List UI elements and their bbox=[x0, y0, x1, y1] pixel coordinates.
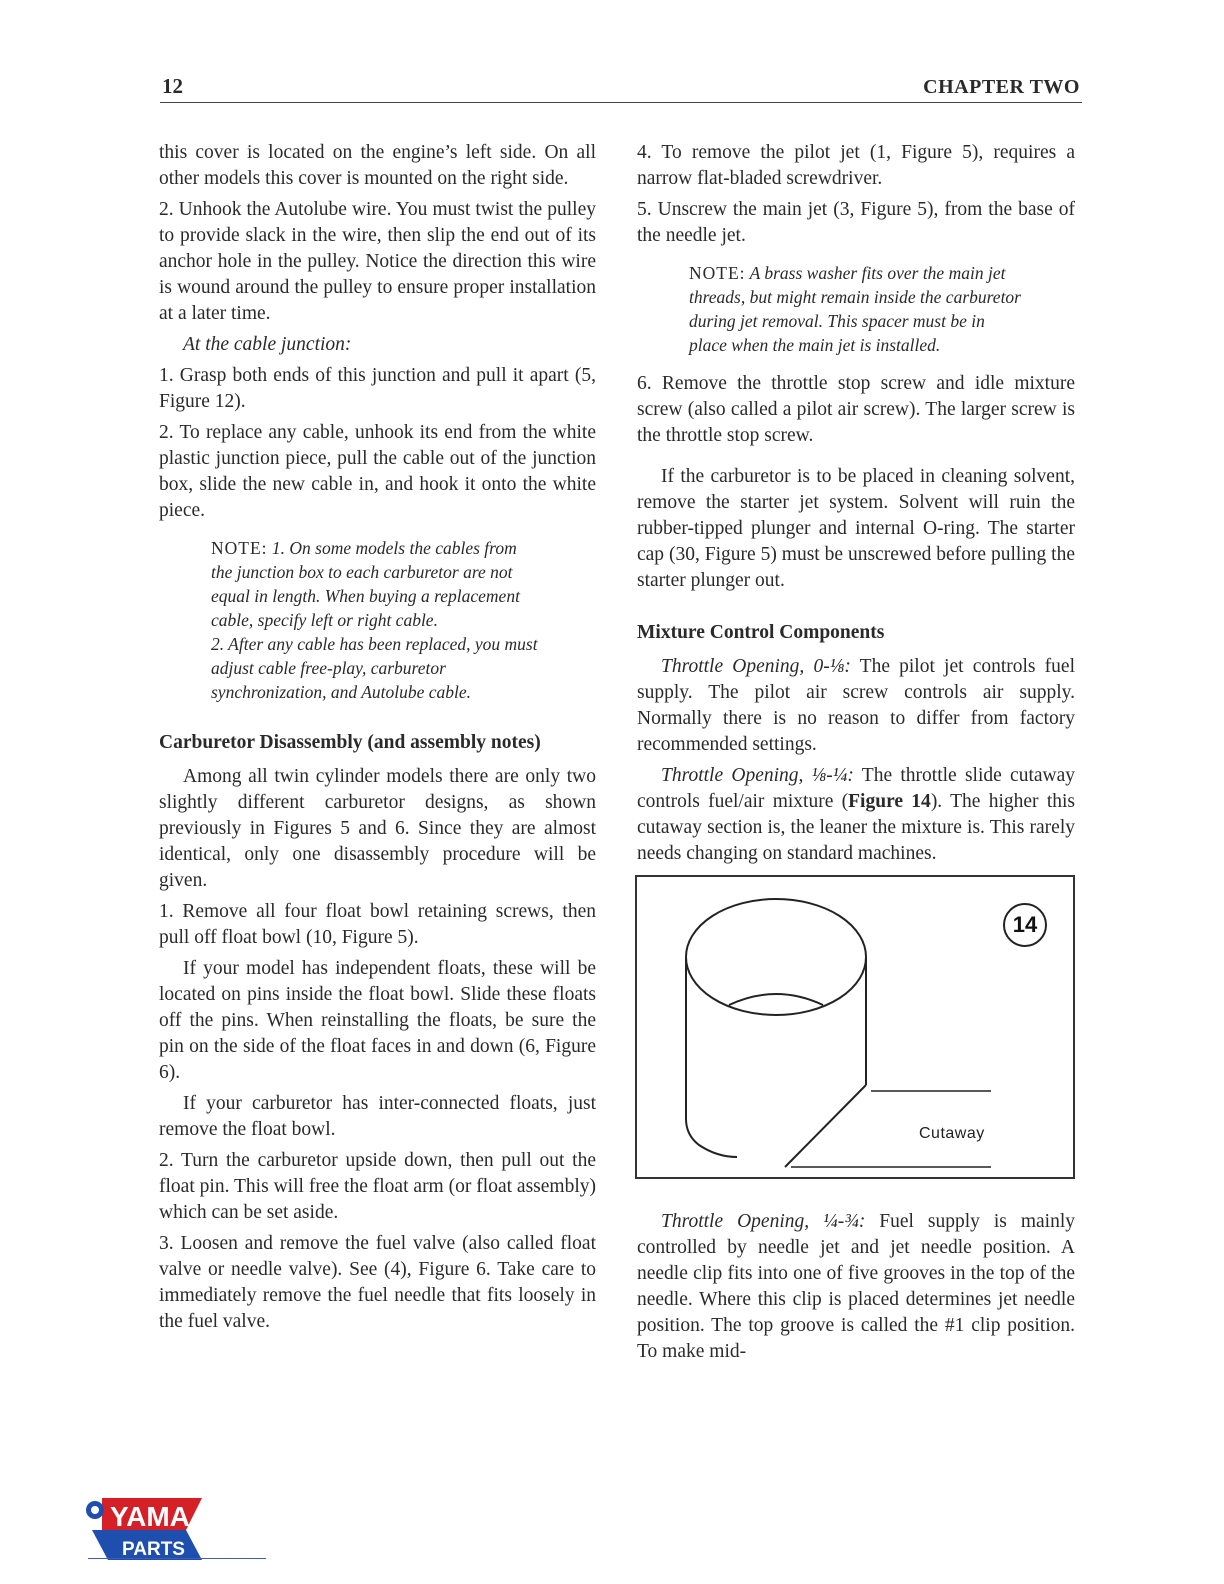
note-box bbox=[211, 536, 542, 704]
note-box bbox=[689, 261, 1021, 357]
subheading: At the cable junction: bbox=[183, 334, 352, 355]
note-text: 2. After any cable has been replaced, you must adjust cable free-play, carburetor synchronization, and Autolube cable. bbox=[211, 634, 538, 702]
page-number: 12 bbox=[162, 74, 183, 98]
paragraph: Throttle Opening, ¼-¾: Fuel supply is mainly controlled by needle jet and jet needle position. A needle clip fits into one of five grooves in the top of the needle. Where this clip is placed determines jet needle position. The top groove is called the #1 clip position. To make mid- bbox=[637, 1211, 1075, 1362]
lead-in: Throttle Opening, 0-⅛: bbox=[661, 656, 851, 677]
paragraph: Throttle Opening, ⅛-¼: The throttle slide cutaway controls fuel/air mixture (Figure 14). The higher this cutaway section is, the leaner the mixture is. This rarely needs changing on standard machines. bbox=[637, 765, 1076, 864]
paragraph: 1. Grasp both ends of this junction and pull it apart (5, Figure 12). bbox=[159, 365, 596, 412]
section-heading: Carburetor Disassembly (and assembly notes) bbox=[159, 732, 541, 753]
note-label: NOTE: bbox=[211, 538, 268, 558]
cutaway-label: Cutaway bbox=[919, 1125, 985, 1142]
paragraph: If your carburetor has inter-connected floats, just remove the float bowl. bbox=[159, 1093, 596, 1140]
logo-line-1: YAMA bbox=[110, 1501, 190, 1532]
paragraph: Throttle Opening, 0-⅛: The pilot jet controls fuel supply. The pilot air screw controls air supply. Normally there is no reason to differ from factory recommended settings. bbox=[637, 656, 1075, 755]
paragraph: 2. Unhook the Autolube wire. You must twist the pulley to provide slack in the wire, then slip the end out of its anchor hole in the pulley. Notice the direction this wire is wound around the pulley to ensure proper installation at a later time. bbox=[159, 199, 596, 324]
paragraph: 2. To replace any cable, unhook its end from the white plastic junction piece, pull the cable out of the junction box, slide the new cable in, and hook it onto the white piece. bbox=[159, 422, 596, 521]
figure-number: 14 bbox=[1003, 903, 1047, 947]
paragraph: 6. Remove the throttle stop screw and idle mixture screw (also called a pilot air screw). The larger screw is the throttle stop screw. bbox=[637, 373, 1075, 446]
left-column bbox=[159, 140, 596, 1340]
paragraph: 5. Unscrew the main jet (3, Figure 5), from the base of the needle jet. bbox=[637, 199, 1075, 246]
paragraph: Among all twin cylinder models there are only two slightly different carburetor designs, as shown previously in Figures 5 and 6. Since they are almost identical, only one disassembly procedure will be given. bbox=[159, 766, 596, 891]
yama-parts-logo bbox=[86, 1494, 266, 1564]
note-label: NOTE: bbox=[689, 263, 746, 283]
lead-in: Throttle Opening, ¼-¾: bbox=[661, 1211, 866, 1232]
note-text: 1. On some models the cables from the junction box to each carburetor are not equal in length. When buying a replacement cable, specify left or right cable. bbox=[211, 538, 520, 630]
paragraph: If the carburetor is to be placed in cleaning solvent, remove the starter jet system. Solvent will ruin the rubber-tipped plunger and internal O-ring. The starter cap (30, Figure 5) must be unscrewed before pulling the starter plunger out. bbox=[637, 466, 1075, 591]
right-column bbox=[637, 140, 1075, 1370]
paragraph: If your model has independent floats, these will be located on pins inside the float bowl. Slide these floats off the pins. When reinstalling the floats, be sure the pin on the side of the float faces in and down (6, Figure 6). bbox=[159, 958, 596, 1083]
figure-reference: Figure 14 bbox=[848, 791, 931, 812]
logo-line-2: PARTS bbox=[122, 1539, 185, 1560]
header-rule bbox=[160, 102, 1082, 103]
section-heading: Mixture Control Components bbox=[637, 622, 885, 643]
note-text: A brass washer fits over the main jet threads, but might remain inside the carburetor during jet removal. This spacer must be in place when the main jet is installed. bbox=[689, 263, 1021, 355]
chapter-title: CHAPTER TWO bbox=[923, 76, 1080, 98]
paragraph: 1. Remove all four float bowl retaining screws, then pull off float bowl (10, Figure 5). bbox=[159, 901, 596, 948]
figure-14 bbox=[635, 875, 1075, 1179]
paragraph: this cover is located on the engine’s left side. On all other models this cover is mounted on the right side. bbox=[159, 142, 596, 189]
paragraph: 3. Loosen and remove the fuel valve (also called float valve or needle valve). See (4), Figure 6. Take care to immediately remove the fuel needle that fits loosely in the fuel valve. bbox=[159, 1233, 596, 1332]
logo-underline bbox=[88, 1558, 266, 1559]
paragraph: 2. Turn the carburetor upside down, then pull out the float pin. This will free the float arm (or float assembly) which can be set aside. bbox=[159, 1150, 596, 1223]
paragraph: 4. To remove the pilot jet (1, Figure 5), requires a narrow flat-bladed screwdriver. bbox=[637, 142, 1075, 189]
lead-in: Throttle Opening, ⅛-¼: bbox=[661, 765, 854, 786]
